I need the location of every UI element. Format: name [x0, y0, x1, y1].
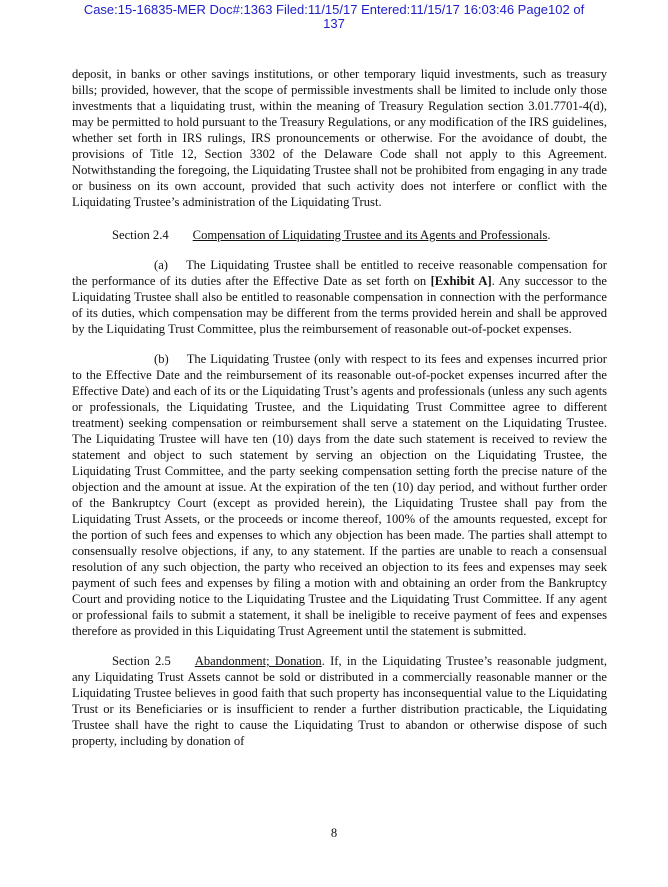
section-2-4-title: Compensation of Liquidating Trustee and its Agents and Professionals — [192, 228, 548, 242]
page-number: 8 — [330, 826, 338, 840]
document-body — [72, 66, 607, 749]
item-b-text: The Liquidating Trustee (only with respect to its fees and expenses incurred prior to the Effective Date and the reimbursement of its reasonable out-of-pocket expenses incurred after the Effective Date) and each of its or the Liquidating Trust’s agents and professionals (unless any such agents or professionals, the Liquidating Trustee, and the Liquidating Trust Committee agree to different treatment) seeking compensation or reimbursement shall serve a statement on the Liquidating Trustee. The Liquidating Trustee will have ten (10) days from the date such statement is received to review the statement and object to such statement by serving an objection on the Liquidating Trustee, the Liquidating Trust Committee, and the party seeking compensation setting forth the precise nature of the objection and the amount at issue. At the expiration of the ten (10) day period, and without further order of the Bankruptcy Court (except as provided herein), the Liquidating Trustee shall pay from the Liquidating Trust Assets, or the proceeds or income thereof, 100% of the amounts requested, except for the portion of such fees and expenses to which any objection has been made. The parties shall attempt to consensually resolve objections, if any, to any statement. If the parties are unable to reach a consensual resolution of any such objection, the party who received an objection to its fees and expenses may seek payment of such fees and expenses by filing a motion with and obtaining an order from the Bankruptcy Court and providing notice to the Liquidating Trustee and the Liquidating Trust Committee. If any agent or professional fails to submit a statement, it shall be ineligible to receive payment of fees and expenses therefore as provided in this Liquidating Trust Agreement until the statement is submitted. — [72, 352, 607, 638]
section-2-5-title: Abandonment; Donation — [194, 654, 322, 668]
section-2-5 — [72, 653, 607, 749]
section-2-4-heading — [72, 227, 607, 243]
header-line-1: Case:15-16835-MER Doc#:1363 Filed:11/15/17 Entered:11/15/17 16:03:46 Page102 of — [83, 2, 585, 17]
section-2-5-label: Section 2.5 — [112, 654, 171, 668]
court-filing-header — [0, 3, 668, 31]
exhibit-a-reference: [Exhibit A] — [430, 274, 492, 288]
paragraph-2-4-b — [72, 351, 607, 639]
header-line-2: 137 — [323, 16, 345, 31]
item-b-label: (b) — [154, 352, 169, 366]
section-2-4-label: Section 2.4 — [112, 228, 169, 242]
section-2-5-text: . If, in the Liquidating Trustee’s reasonable judgment, any Liquidating Trust Assets cannot be sold or distributed in a commercially reasonable manner or the Liquidating Trustee believes in good faith that such property has inconsequential value to the Liquidating Trust or its Beneficiaries or is insufficient to render a further distribution practicable, the Liquidating Trustee shall have the right to cause the Liquidating Trust to abandon or otherwise dispose of such property, including by donation of — [72, 654, 607, 748]
item-a-label: (a) — [154, 258, 168, 272]
paragraph-investments: deposit, in banks or other savings institutions, or other temporary liquid investments, such as treasury bills; provided, however, that the scope of permissible investments shall be limited to include only those investments that a liquidating trust, within the meaning of Treasury Regulation section 3.01.7701-4(d), may be permitted to hold pursuant to the Treasury Regulations, or any modification of the IRS guidelines, whether set forth in IRS rulings, IRS pronouncements or otherwise. For the avoidance of doubt, the provisions of Title 12, Section 3302 of the Delaware Code shall not apply to this Agreement. Notwithstanding the foregoing, the Liquidating Trustee shall not be prohibited from engaging in any trade or business on its own account, provided that such activity does not interfere or conflict with the Liquidating Trustee’s administration of the Liquidating Trust. — [72, 67, 607, 209]
item-a-text-1: The Liquidating Trustee shall be entitled to receive reasonable compensation for the performance of its duties after the Effective Date as set forth on — [72, 258, 607, 288]
item-a-text-2: . Any successor to the Liquidating Trustee shall also be entitled to reasonable compensation in connection with the performance of its duties, which compensation may be different from the terms provided herein and shall be approved by the Liquidating Trust Committee, plus the reimbursement of reasonable out-of-pocket expenses. — [72, 274, 607, 336]
paragraph-2-4-a — [72, 257, 607, 337]
section-2-4-period: . — [547, 228, 551, 242]
